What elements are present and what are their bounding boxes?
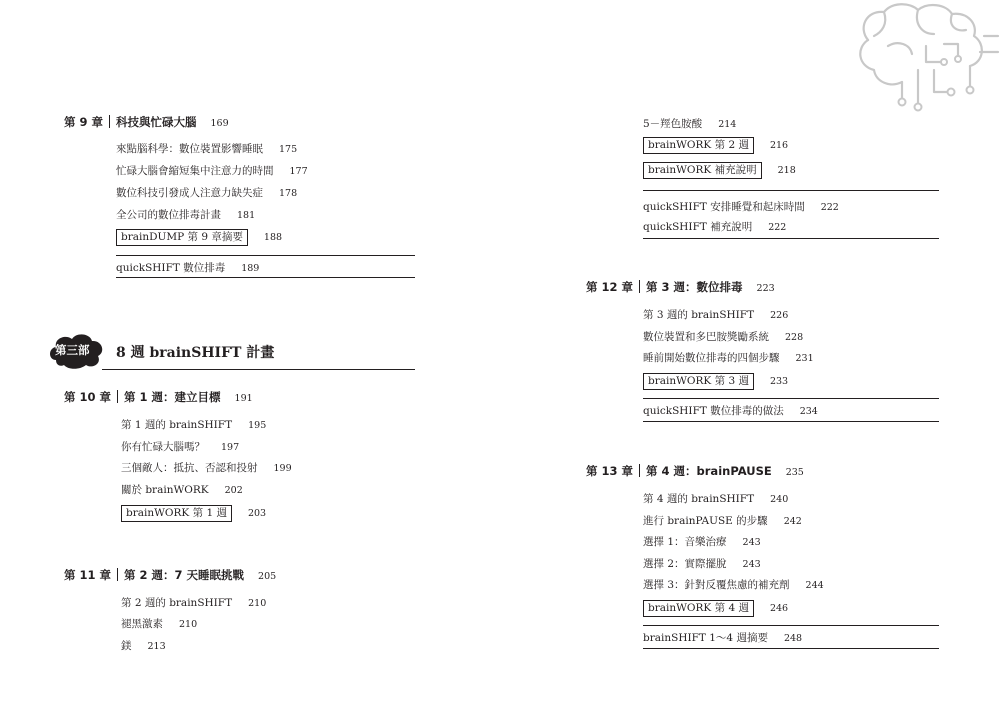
toc-entry: 數位科技引發成人注意力缺失症 178 xyxy=(116,187,298,199)
toc-entry-summary: quickSHIFT 數位排毒 189 xyxy=(116,262,260,274)
chapter-13-page: 235 xyxy=(785,467,804,478)
chapter-13-title: 第 4 週：brainPAUSE xyxy=(646,464,772,478)
toc-entry: 你有忙碌大腦嗎？ 197 xyxy=(121,441,240,453)
toc-entry: 第 4 週的 brainSHIFT 240 xyxy=(643,493,789,505)
toc-entry: 關於 brainWORK 202 xyxy=(121,484,243,496)
chapter-9-heading xyxy=(64,114,229,130)
toc-entry-summary: quickSHIFT 數位排毒的做法 234 xyxy=(643,405,818,417)
toc-entry-boxed: brainDUMP 第 9 章摘要 188 xyxy=(116,229,282,246)
toc-entry: 來點腦科學：數位裝置影響睡眠 175 xyxy=(116,143,298,155)
toc-entry: 進行 brainPAUSE 的步驟 242 xyxy=(643,515,802,527)
chapter-10-title: 第 1 週：建立目標 xyxy=(124,390,221,404)
divider xyxy=(643,398,939,399)
toc-entry-summary: quickSHIFT 補充說明 222 xyxy=(643,221,787,233)
chapter-10-page: 191 xyxy=(234,393,253,404)
divider xyxy=(643,421,939,422)
toc-entry: 選擇 1：音樂治療 243 xyxy=(643,536,761,548)
divider xyxy=(643,625,939,626)
toc-entry-boxed: brainWORK 第 3 週 233 xyxy=(643,373,788,390)
chapter-10-number: 第 10 章 xyxy=(64,390,112,404)
chapter-11-page: 205 xyxy=(258,571,277,582)
toc-entry-boxed: brainWORK 補充說明 218 xyxy=(643,162,796,179)
chapter-12-number: 第 12 章 xyxy=(586,280,634,294)
chapter-9-title: 科技與忙碌大腦 xyxy=(116,115,197,129)
toc-entry: 選擇 2：實際擺脫 243 xyxy=(643,558,761,570)
part-title: 8 週 brainSHIFT 計畫 xyxy=(116,345,275,361)
chapter-13-heading xyxy=(586,463,804,479)
chapter-12-page: 223 xyxy=(756,283,775,294)
toc-entry: 鎂 213 xyxy=(121,640,166,652)
separator xyxy=(117,568,118,581)
chapter-9-number: 第 9 章 xyxy=(64,115,104,129)
toc-entry-boxed: brainWORK 第 2 週 216 xyxy=(643,137,788,154)
toc-entry-boxed: brainWORK 第 4 週 246 xyxy=(643,600,788,617)
divider xyxy=(643,190,939,191)
chapter-12-title: 第 3 週：數位排毒 xyxy=(646,280,743,294)
toc-entry: 全公司的數位排毒計畫 181 xyxy=(116,209,256,221)
toc-entry: 選擇 3：針對反覆焦慮的補充劑 244 xyxy=(643,579,824,591)
chapter-11-heading xyxy=(64,567,276,583)
chapter-12-heading xyxy=(586,279,775,295)
separator xyxy=(117,390,118,403)
toc-entry: 第 3 週的 brainSHIFT 226 xyxy=(643,309,789,321)
toc-entry-summary: quickSHIFT 安排睡覺和起床時間 222 xyxy=(643,201,839,213)
separator xyxy=(109,115,110,128)
toc-entry-summary: brainSHIFT 1～4 週摘要 248 xyxy=(643,632,803,644)
chapter-10-heading xyxy=(64,389,253,405)
divider xyxy=(643,238,939,239)
brain-circuit-icon xyxy=(848,0,1000,112)
divider xyxy=(102,369,415,370)
toc-entry: 數位裝置和多巴胺獎勵系統 228 xyxy=(643,331,804,343)
toc-entry: 三個敵人：抵抗、否認和投射 199 xyxy=(121,462,292,474)
separator xyxy=(639,464,640,477)
toc-entry: 5－羥色胺酸 214 xyxy=(643,118,737,130)
toc-entry: 忙碌大腦會縮短集中注意力的時間 177 xyxy=(116,165,308,177)
chapter-11-number: 第 11 章 xyxy=(64,568,112,582)
toc-entry-boxed: brainWORK 第 1 週 203 xyxy=(121,505,266,522)
toc-entry: 褪黑激素 210 xyxy=(121,618,198,630)
chapter-9-page: 169 xyxy=(210,118,229,129)
chapter-11-title: 第 2 週：7 天睡眠挑戰 xyxy=(124,568,245,582)
toc-entry: 第 1 週的 brainSHIFT 195 xyxy=(121,419,267,431)
toc-entry: 睡前開始數位排毒的四個步驟 231 xyxy=(643,352,814,364)
divider xyxy=(643,648,939,649)
divider xyxy=(116,277,415,278)
separator xyxy=(639,280,640,293)
chapter-13-number: 第 13 章 xyxy=(586,464,634,478)
toc-entry: 第 2 週的 brainSHIFT 210 xyxy=(121,597,267,609)
part-badge-label: 第三部 xyxy=(55,343,90,357)
divider xyxy=(116,255,415,256)
